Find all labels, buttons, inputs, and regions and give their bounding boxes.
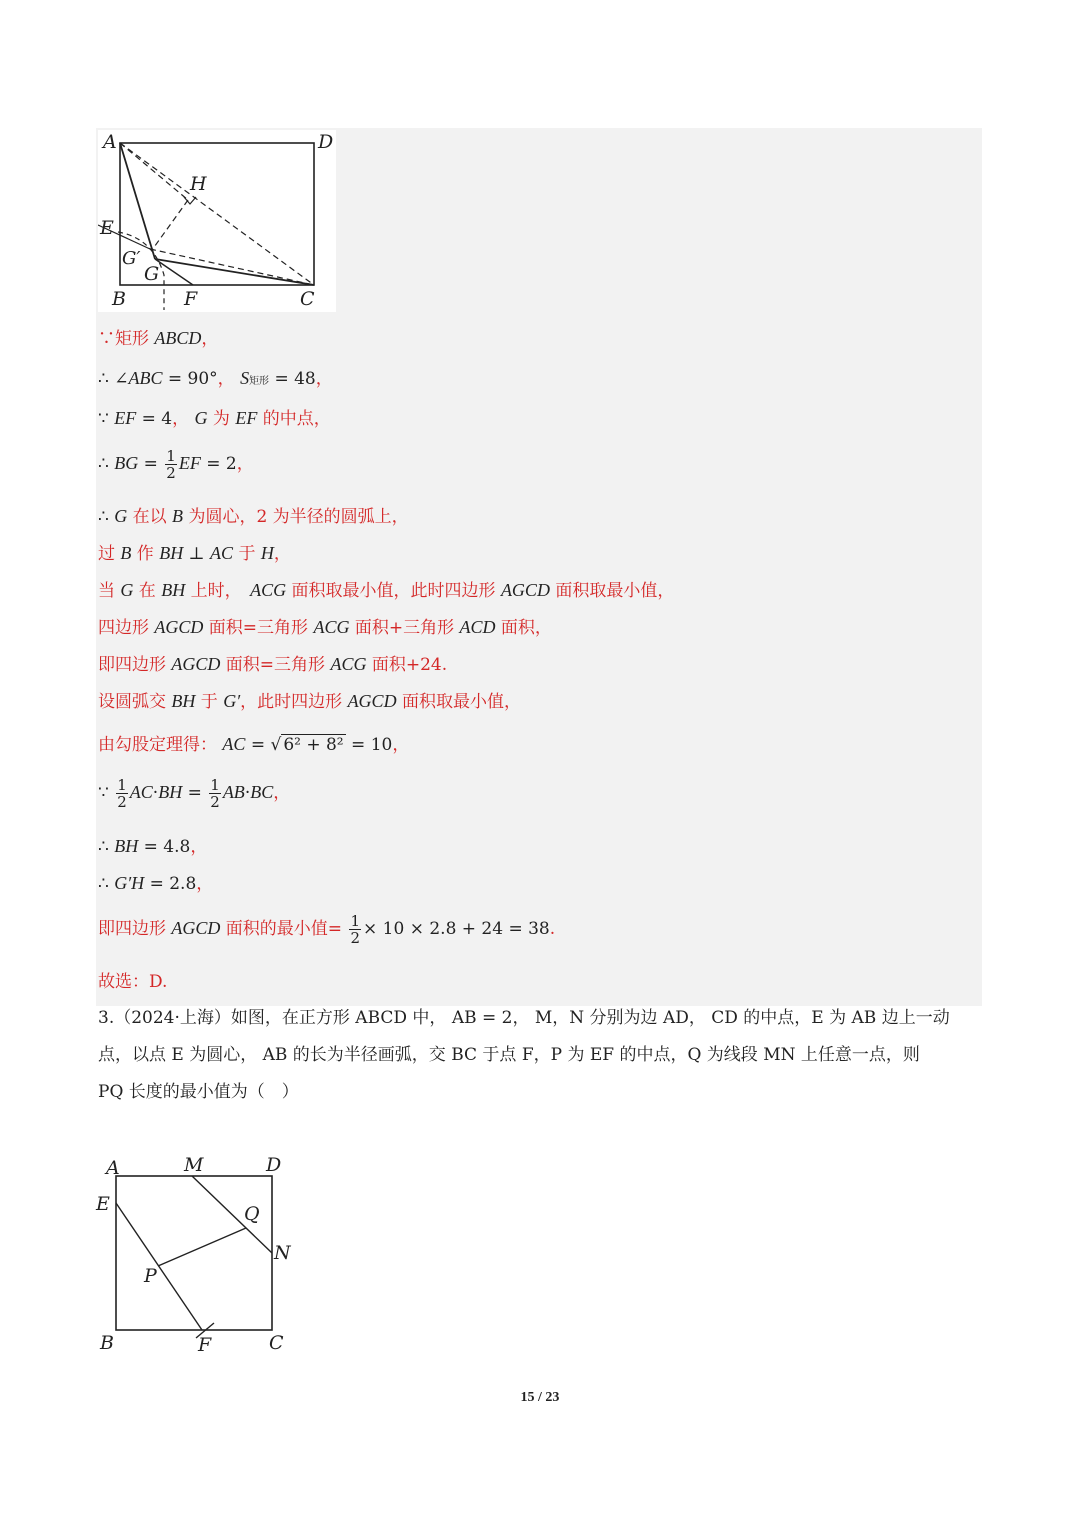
solution-line-13: ∴ BH = 4.8， [98, 836, 208, 857]
fig1-label-d: D [318, 131, 334, 153]
solution-answer: 故选：D. [98, 972, 168, 992]
solution-line-3: ∵ EF = 4， G 为 EF 的中点， [98, 408, 331, 429]
figure-rectangle-abcd [98, 130, 336, 312]
fig2-label-c: C [269, 1332, 284, 1354]
solution-line-6: 过 B 作 BH ⊥ AC 于 H， [98, 543, 291, 564]
figure-square-abcd [92, 1148, 292, 1354]
fig1-label-c: C [300, 288, 315, 310]
fig1-label-f: F [184, 288, 198, 310]
fig2-label-f: F [198, 1334, 212, 1354]
solution-line-2: ∴ ∠ABC = 90°， S矩形 = 48， [98, 368, 333, 389]
solution-line-8: 四边形 AGCD 面积=三角形 ACG 面积+三角形 ACD 面积， [98, 617, 552, 638]
solution-line-14: ∴ G′H = 2.8， [98, 873, 214, 894]
fig2-label-e: E [96, 1193, 110, 1215]
solution-line-4: ∴ BG = $\frac{1}{2}$ EF = 2， [98, 447, 254, 482]
fig2-label-a: A [106, 1157, 120, 1179]
question-3-line-1: 3.（2024·上海）如图，在正方形 ABCD 中， AB = 2， M，N 分别为边 AD， CD 的中点，E 为 AB 边上一动 [98, 1008, 950, 1028]
solution-line-15: 即四边形 AGCD 面积的最小值= $\frac{1}{2}$ × 10 × 2.8 + 24 = 38. [98, 912, 556, 947]
fig1-label-a: A [103, 131, 117, 153]
fig1-label-g-prime: G′ [122, 248, 141, 269]
question-3-line-2: 点，以点 E 为圆心， AB 的长为半径画弧，交 BC 于点 F，P 为 EF 的中点，Q 为线段 MN 上任意一点，则 [98, 1045, 920, 1065]
solution-line-1: ∵矩形 ABCD， [98, 328, 219, 349]
fig1-label-g: G [144, 263, 160, 285]
solution-line-9: 即四边形 AGCD 面积=三角形 ACG 面积+24. [98, 654, 448, 675]
fig2-label-p: P [144, 1265, 157, 1287]
solution-line-7: 当 G 在 BH 上时， ACG 面积取最小值，此时四边形 AGCD 面积取最小值， [98, 580, 675, 601]
solution-line-10: 设圆弧交 BH 于 G′，此时四边形 AGCD 面积取最小值， [98, 691, 521, 712]
solution-line-12: ∵ $\frac{1}{2}$ AC·BH = $\frac{1}{2}$ AB·BC， [98, 776, 291, 811]
page-number: 15 / 23 [520, 1390, 560, 1405]
fig2-label-n: N [274, 1242, 291, 1264]
fig1-label-b: B [112, 288, 126, 310]
fig2-label-d: D [266, 1154, 282, 1176]
question-3-line-3: PQ 长度的最小值为（ ） [98, 1082, 299, 1102]
fig2-label-m: M [184, 1154, 204, 1176]
fig2-label-q: Q [244, 1203, 260, 1225]
fig1-label-e: E [100, 217, 114, 239]
fig2-label-b: B [100, 1332, 114, 1354]
solution-line-11: 由勾股定理得： AC = √ 6² + 8² = 10， [98, 734, 410, 755]
solution-line-5: ∴ G 在以 B 为圆心，2 为半径的圆弧上， [98, 506, 409, 527]
fig1-label-h: H [190, 173, 207, 195]
